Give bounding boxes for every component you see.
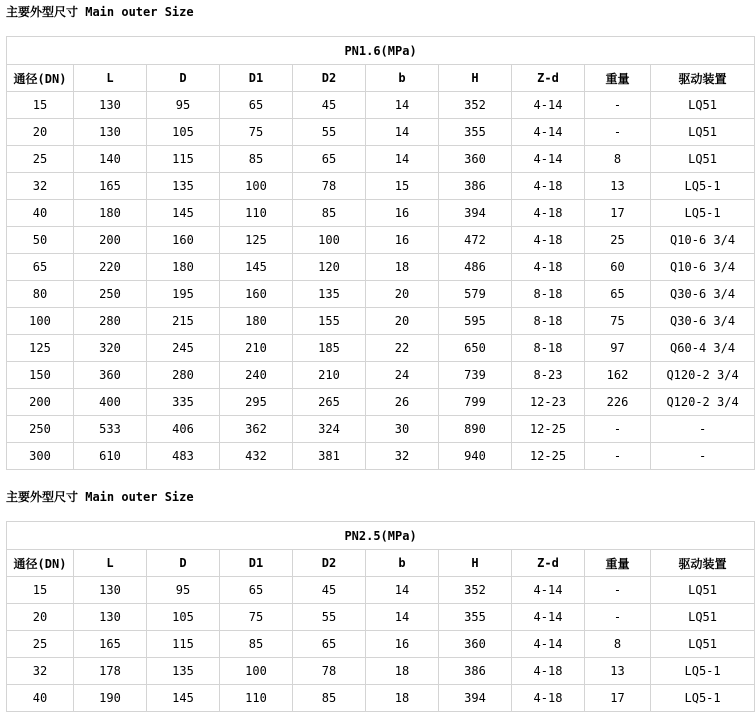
table-cell: 400 bbox=[74, 389, 147, 416]
table-caption-row bbox=[7, 522, 755, 550]
table-cell: 13 bbox=[585, 173, 651, 200]
table-cell: 145 bbox=[220, 254, 293, 281]
table-cell: 355 bbox=[439, 119, 512, 146]
table-cell: 50 bbox=[7, 227, 74, 254]
table-cell: - bbox=[651, 416, 755, 443]
table-cell: Q10-6 3/4 bbox=[651, 227, 755, 254]
table-cell: 15 bbox=[366, 173, 439, 200]
column-header: Z-d bbox=[512, 65, 585, 92]
column-header: Z-d bbox=[512, 550, 585, 577]
table-cell: 65 bbox=[293, 631, 366, 658]
column-header: H bbox=[439, 550, 512, 577]
table-cell: 60 bbox=[585, 254, 651, 281]
table-cell: 178 bbox=[74, 658, 147, 685]
table-cell: Q30-6 3/4 bbox=[651, 308, 755, 335]
table-row bbox=[7, 658, 755, 685]
table-cell: 165 bbox=[74, 173, 147, 200]
table-row bbox=[7, 227, 755, 254]
table-cell: 105 bbox=[147, 119, 220, 146]
column-header: D1 bbox=[220, 550, 293, 577]
table-cell: 16 bbox=[366, 631, 439, 658]
table-cell: 18 bbox=[366, 685, 439, 712]
table-cell: 300 bbox=[7, 443, 74, 470]
table-cell: 386 bbox=[439, 658, 512, 685]
table-cell: 4-18 bbox=[512, 173, 585, 200]
table-cell: 80 bbox=[7, 281, 74, 308]
column-header: 重量 bbox=[585, 550, 651, 577]
table-cell: 320 bbox=[74, 335, 147, 362]
table-row bbox=[7, 685, 755, 712]
column-header: D1 bbox=[220, 65, 293, 92]
table-cell: 105 bbox=[147, 604, 220, 631]
table-cell: 150 bbox=[7, 362, 74, 389]
table-cell: 85 bbox=[293, 200, 366, 227]
table-cell: 14 bbox=[366, 92, 439, 119]
table-cell: 250 bbox=[7, 416, 74, 443]
table-cell: 739 bbox=[439, 362, 512, 389]
table-cell: 95 bbox=[147, 92, 220, 119]
table-row bbox=[7, 146, 755, 173]
table-cell: 145 bbox=[147, 200, 220, 227]
table-cell: LQ51 bbox=[651, 119, 755, 146]
table-cell: 100 bbox=[220, 658, 293, 685]
table-cell: 115 bbox=[147, 146, 220, 173]
table-cell: 4-18 bbox=[512, 254, 585, 281]
table-cell: 12-23 bbox=[512, 389, 585, 416]
table-cell: Q120-2 3/4 bbox=[651, 389, 755, 416]
table-cell: 97 bbox=[585, 335, 651, 362]
table-row bbox=[7, 443, 755, 470]
spec-table bbox=[6, 521, 755, 712]
table-cell: 110 bbox=[220, 200, 293, 227]
table-row bbox=[7, 362, 755, 389]
table-cell: 432 bbox=[220, 443, 293, 470]
table-cell: 15 bbox=[7, 92, 74, 119]
table-cell: 360 bbox=[74, 362, 147, 389]
table-cell: 280 bbox=[74, 308, 147, 335]
table-cell: 162 bbox=[585, 362, 651, 389]
table-cell: 26 bbox=[366, 389, 439, 416]
table-cell: 125 bbox=[220, 227, 293, 254]
table-cell: 30 bbox=[366, 416, 439, 443]
table-cell: 100 bbox=[220, 173, 293, 200]
table-cell: 335 bbox=[147, 389, 220, 416]
table-cell: 8-23 bbox=[512, 362, 585, 389]
table-cell: 78 bbox=[293, 173, 366, 200]
table-cell: 394 bbox=[439, 200, 512, 227]
table-cell: 17 bbox=[585, 200, 651, 227]
table-cell: 180 bbox=[147, 254, 220, 281]
table-cell: 226 bbox=[585, 389, 651, 416]
section-title: 主要外型尺寸 Main outer Size bbox=[6, 490, 194, 504]
table-cell: 295 bbox=[220, 389, 293, 416]
column-header: D2 bbox=[293, 65, 366, 92]
table-cell: 65 bbox=[220, 92, 293, 119]
table-cell: 18 bbox=[366, 254, 439, 281]
table-cell: 17 bbox=[585, 685, 651, 712]
table-cell: 650 bbox=[439, 335, 512, 362]
table-cell: 18 bbox=[366, 658, 439, 685]
table-cell: LQ51 bbox=[651, 92, 755, 119]
table-row bbox=[7, 416, 755, 443]
table-row bbox=[7, 92, 755, 119]
table-cell: 8-18 bbox=[512, 308, 585, 335]
table-cell: Q30-6 3/4 bbox=[651, 281, 755, 308]
table-cell: 355 bbox=[439, 604, 512, 631]
table-cell: LQ5-1 bbox=[651, 173, 755, 200]
table-cell: 40 bbox=[7, 685, 74, 712]
table-cell: 45 bbox=[293, 577, 366, 604]
table-cell: 85 bbox=[293, 685, 366, 712]
table-cell: 4-14 bbox=[512, 631, 585, 658]
table-cell: 130 bbox=[74, 92, 147, 119]
table-cell: 4-18 bbox=[512, 658, 585, 685]
table-cell: 110 bbox=[220, 685, 293, 712]
table-cell: - bbox=[651, 443, 755, 470]
column-header: b bbox=[366, 550, 439, 577]
table-cell: 360 bbox=[439, 631, 512, 658]
table-cell: 20 bbox=[366, 308, 439, 335]
table-cell: - bbox=[585, 119, 651, 146]
table-cell: 160 bbox=[220, 281, 293, 308]
table-cell: 75 bbox=[220, 119, 293, 146]
table-cell: 25 bbox=[585, 227, 651, 254]
table-row bbox=[7, 577, 755, 604]
table-cell: 533 bbox=[74, 416, 147, 443]
table-cell: 14 bbox=[366, 604, 439, 631]
table-cell: 140 bbox=[74, 146, 147, 173]
column-header: 驱动装置 bbox=[651, 550, 755, 577]
table-cell: 12-25 bbox=[512, 416, 585, 443]
table-header-row bbox=[7, 65, 755, 92]
table-cell: 8-18 bbox=[512, 335, 585, 362]
column-header: 通径(DN) bbox=[7, 550, 74, 577]
table-cell: LQ51 bbox=[651, 631, 755, 658]
table-cell: 240 bbox=[220, 362, 293, 389]
table-cell: 14 bbox=[366, 577, 439, 604]
table-cell: 4-14 bbox=[512, 146, 585, 173]
table-cell: 85 bbox=[220, 631, 293, 658]
table-cell: 22 bbox=[366, 335, 439, 362]
table-cell: 4-14 bbox=[512, 604, 585, 631]
table-cell: 472 bbox=[439, 227, 512, 254]
table-cell: 130 bbox=[74, 577, 147, 604]
table-cell: 352 bbox=[439, 577, 512, 604]
table-cell: 210 bbox=[220, 335, 293, 362]
table-cell: 940 bbox=[439, 443, 512, 470]
table-row bbox=[7, 173, 755, 200]
table-cell: LQ51 bbox=[651, 146, 755, 173]
table-cell: 250 bbox=[74, 281, 147, 308]
table-row bbox=[7, 254, 755, 281]
table-cell: 200 bbox=[74, 227, 147, 254]
table-cell: 4-18 bbox=[512, 685, 585, 712]
table-cell: 265 bbox=[293, 389, 366, 416]
column-header: D bbox=[147, 65, 220, 92]
table-caption-row bbox=[7, 37, 755, 65]
table-cell: 360 bbox=[439, 146, 512, 173]
table-cell: 95 bbox=[147, 577, 220, 604]
table-cell: 125 bbox=[7, 335, 74, 362]
table-cell: 890 bbox=[439, 416, 512, 443]
table-cell: 65 bbox=[7, 254, 74, 281]
table-cell: 324 bbox=[293, 416, 366, 443]
table-cell: 195 bbox=[147, 281, 220, 308]
column-header: D2 bbox=[293, 550, 366, 577]
column-header: L bbox=[74, 550, 147, 577]
table-cell: LQ5-1 bbox=[651, 658, 755, 685]
column-header: H bbox=[439, 65, 512, 92]
table-cell: 20 bbox=[366, 281, 439, 308]
table-cell: 394 bbox=[439, 685, 512, 712]
table-row bbox=[7, 200, 755, 227]
table-cell: 220 bbox=[74, 254, 147, 281]
table-cell: 8-18 bbox=[512, 281, 585, 308]
table-cell: 100 bbox=[7, 308, 74, 335]
table-cell: - bbox=[585, 604, 651, 631]
table-cell: 12-25 bbox=[512, 443, 585, 470]
table-cell: 14 bbox=[366, 146, 439, 173]
table-cell: 85 bbox=[220, 146, 293, 173]
column-header: b bbox=[366, 65, 439, 92]
table-cell: 13 bbox=[585, 658, 651, 685]
column-header: 通径(DN) bbox=[7, 65, 74, 92]
table-cell: 16 bbox=[366, 200, 439, 227]
table-cell: 352 bbox=[439, 92, 512, 119]
table-cell: 135 bbox=[293, 281, 366, 308]
spec-table bbox=[6, 36, 755, 470]
table-cell: 25 bbox=[7, 146, 74, 173]
table-cell: 579 bbox=[439, 281, 512, 308]
table-row bbox=[7, 281, 755, 308]
table-cell: 215 bbox=[147, 308, 220, 335]
table-row bbox=[7, 308, 755, 335]
table-row bbox=[7, 119, 755, 146]
table-cell: 75 bbox=[585, 308, 651, 335]
table-cell: 210 bbox=[293, 362, 366, 389]
table-cell: 190 bbox=[74, 685, 147, 712]
table-cell: 381 bbox=[293, 443, 366, 470]
table-cell: 180 bbox=[74, 200, 147, 227]
table-cell: 4-14 bbox=[512, 577, 585, 604]
table-cell: Q60-4 3/4 bbox=[651, 335, 755, 362]
table-cell: 8 bbox=[585, 146, 651, 173]
table-cell: 135 bbox=[147, 658, 220, 685]
table-cell: 4-18 bbox=[512, 200, 585, 227]
table-row bbox=[7, 335, 755, 362]
table-cell: - bbox=[585, 416, 651, 443]
table-cell: 145 bbox=[147, 685, 220, 712]
column-header: 重量 bbox=[585, 65, 651, 92]
table-cell: 200 bbox=[7, 389, 74, 416]
table-cell: 4-18 bbox=[512, 227, 585, 254]
table-cell: 280 bbox=[147, 362, 220, 389]
column-header: L bbox=[74, 65, 147, 92]
table-cell: 24 bbox=[366, 362, 439, 389]
table-row bbox=[7, 631, 755, 658]
table-cell: 130 bbox=[74, 119, 147, 146]
table-cell: - bbox=[585, 443, 651, 470]
table-cell: 32 bbox=[7, 658, 74, 685]
table-cell: - bbox=[585, 577, 651, 604]
table-cell: LQ51 bbox=[651, 604, 755, 631]
table-cell: 165 bbox=[74, 631, 147, 658]
table-cell: 120 bbox=[293, 254, 366, 281]
table-cell: 55 bbox=[293, 604, 366, 631]
table-cell: Q120-2 3/4 bbox=[651, 362, 755, 389]
table-cell: - bbox=[585, 92, 651, 119]
table-cell: 180 bbox=[220, 308, 293, 335]
table-cell: 610 bbox=[74, 443, 147, 470]
table-cell: 160 bbox=[147, 227, 220, 254]
table-cell: 406 bbox=[147, 416, 220, 443]
table-cell: 32 bbox=[366, 443, 439, 470]
table-cell: 20 bbox=[7, 604, 74, 631]
table-cell: 32 bbox=[7, 173, 74, 200]
table-row bbox=[7, 389, 755, 416]
column-header: 驱动装置 bbox=[651, 65, 755, 92]
table-cell: 55 bbox=[293, 119, 366, 146]
pressure-caption: PN2.5(MPa) bbox=[7, 522, 755, 550]
table-cell: 185 bbox=[293, 335, 366, 362]
table-cell: LQ51 bbox=[651, 577, 755, 604]
table-cell: LQ5-1 bbox=[651, 685, 755, 712]
table-row bbox=[7, 604, 755, 631]
table-cell: 16 bbox=[366, 227, 439, 254]
table-cell: 130 bbox=[74, 604, 147, 631]
table-cell: 486 bbox=[439, 254, 512, 281]
table-cell: 40 bbox=[7, 200, 74, 227]
table-cell: 155 bbox=[293, 308, 366, 335]
table-cell: 115 bbox=[147, 631, 220, 658]
table-cell: 78 bbox=[293, 658, 366, 685]
table-header-row bbox=[7, 550, 755, 577]
table-cell: Q10-6 3/4 bbox=[651, 254, 755, 281]
table-cell: 65 bbox=[293, 146, 366, 173]
table-cell: 245 bbox=[147, 335, 220, 362]
table-cell: 386 bbox=[439, 173, 512, 200]
table-cell: 4-14 bbox=[512, 119, 585, 146]
table-cell: 65 bbox=[220, 577, 293, 604]
column-header: D bbox=[147, 550, 220, 577]
table-cell: 45 bbox=[293, 92, 366, 119]
table-cell: 14 bbox=[366, 119, 439, 146]
table-cell: 25 bbox=[7, 631, 74, 658]
table-cell: 595 bbox=[439, 308, 512, 335]
table-cell: 362 bbox=[220, 416, 293, 443]
table-cell: 799 bbox=[439, 389, 512, 416]
table-cell: 8 bbox=[585, 631, 651, 658]
table-cell: 75 bbox=[220, 604, 293, 631]
table-cell: 483 bbox=[147, 443, 220, 470]
section-title: 主要外型尺寸 Main outer Size bbox=[6, 5, 194, 19]
table-cell: LQ5-1 bbox=[651, 200, 755, 227]
table-cell: 100 bbox=[293, 227, 366, 254]
table-cell: 20 bbox=[7, 119, 74, 146]
table-cell: 15 bbox=[7, 577, 74, 604]
pressure-caption: PN1.6(MPa) bbox=[7, 37, 755, 65]
table-cell: 135 bbox=[147, 173, 220, 200]
table-cell: 4-14 bbox=[512, 92, 585, 119]
table-cell: 65 bbox=[585, 281, 651, 308]
